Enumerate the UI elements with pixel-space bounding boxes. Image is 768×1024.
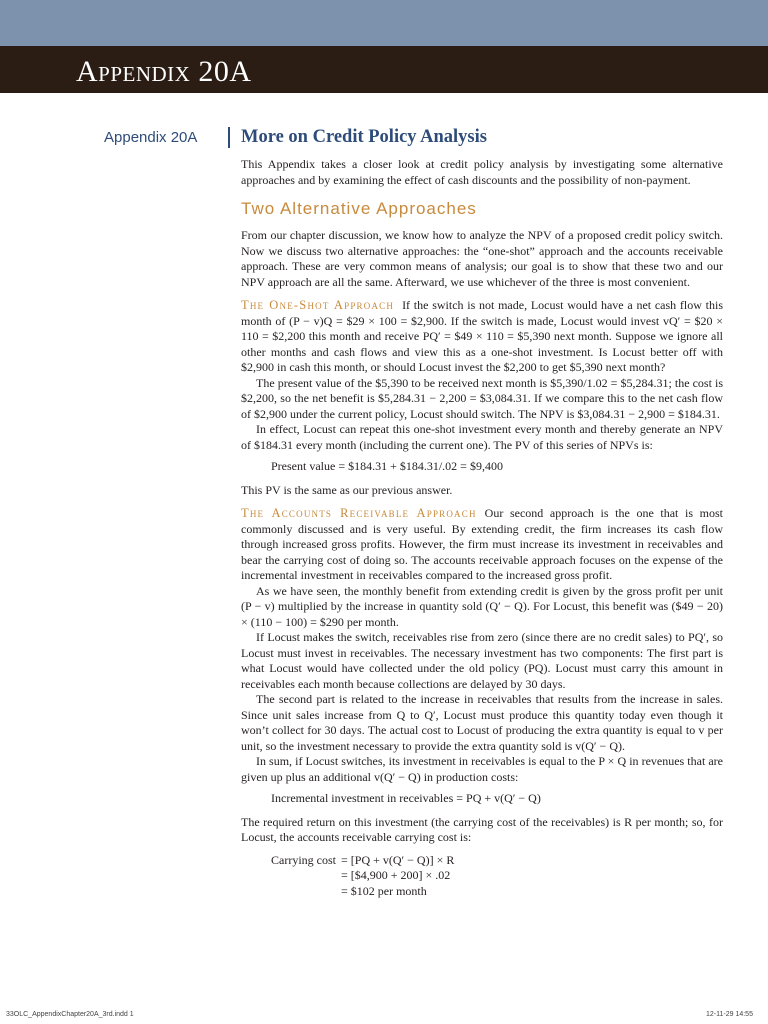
carrying-cost-label: Carrying cost xyxy=(271,852,336,867)
present-value-equation: Present value = $184.31 + $184.31/.02 = $9,400 xyxy=(271,459,503,473)
one-shot-paragraph-2: The present value of the $5,390 to be received next month is $5,390/1.02 = $5,284.31; the cost is $2,200, so the net benefit is $5,284.31 − 2,200 = $3,084.31. If we compare this to the net cash flow of $2,900 under the current policy, Locust should switch. The NPV is $3,084.31 − 2,900 = $184.31. xyxy=(241,375,723,421)
incremental-investment-equation: Incremental investment in receivables = PQ + v(Q′ − Q) xyxy=(271,791,541,805)
ar-paragraph-5: In sum, if Locust switches, its investment in receivables is equal to the P × Q in revenues that are given up plus an additional v(Q′ − Q) in production costs: xyxy=(241,754,723,784)
one-shot-paragraph-4: This PV is the same as our previous answer. xyxy=(241,482,453,497)
carrying-cost-line-2: = [$4,900 + 200] × .02 xyxy=(341,868,451,882)
main-title: More on Credit Policy Analysis xyxy=(241,127,487,147)
one-shot-heading: The One-Shot Approach xyxy=(241,298,395,312)
appendix-title: Appendix 20A xyxy=(76,55,252,88)
footer-filename: 33OLC_AppendixChapter20A_3rd.indd 1 xyxy=(6,1011,134,1018)
ar-heading: The Accounts Receivable Approach xyxy=(241,506,477,520)
section-heading: Two Alternative Approaches xyxy=(241,199,477,218)
ar-paragraph-2: As we have seen, the monthly benefit from extending credit is given by the gross profit per unit (P − v) multiplied by the increase in quantity sold (Q′ − Q). For Locust, this benefit was ($49 − 20) × (110 − 100) = $290 per month. xyxy=(241,583,723,629)
header-top-band xyxy=(0,0,768,46)
footer-timestamp: 12-11-29 14:55 xyxy=(706,1011,753,1018)
ar-paragraph-3: If Locust makes the switch, receivables rise from zero (since there are no credit sales) to PQ′, so Locust must invest in receivables. The necessary investment has two components: The first part is what Locust would have collected under the old policy (PQ). Locust must carry this amount in receivables each month because collections are delayed by 30 days. xyxy=(241,630,723,691)
ar-paragraph-1 xyxy=(241,506,723,584)
ar-paragraph-6: The required return on this investment (the carrying cost of the receivables) is R per month; so, for Locust, the accounts receivable carrying cost is: xyxy=(241,814,723,844)
one-shot-paragraph-1 xyxy=(241,298,723,376)
side-divider xyxy=(228,127,230,148)
one-shot-text-1: If the switch is not made, Locust would have a net cash flow this month of (P − v)Q = $29 × 100 = $2,900. If the switch is made, Locust would invest vQ′ = $20 × 110 = $2,200 this month and receive PQ′ = $49 × 110 = $5,390 next month. Suppose we ignore all other months and cash flows and view this as a one-shot investment. Is Locust better off with $2,900 in cash this month, or should Locust invest the $2,200 to get $5,390 next month? xyxy=(241,298,723,374)
carrying-cost-equation xyxy=(241,853,723,900)
ar-text-1: Our second approach is the one that is most commonly discussed and is very useful. By extending credit, the firm increases its cash flow through increased gross profits. However, the firm must increase its investment in receivables and bear the carrying cost of doing so. The accounts receivable approach focuses on the expense of the incremental investment in receivables compared to the increased gross profit. xyxy=(241,506,723,582)
side-label: Appendix 20A xyxy=(104,129,198,146)
content-body xyxy=(241,157,723,899)
carrying-cost-line-1: = [PQ + v(Q′ − Q)] × R xyxy=(341,852,455,867)
intro-paragraph: This Appendix takes a closer look at credit policy analysis by investigating some alternative approaches and by examining the effect of cash discounts and the possibility of non-payment. xyxy=(241,157,723,187)
section-intro-paragraph: From our chapter discussion, we know how to analyze the NPV of a proposed credit policy switch. Now we discuss two alternative approaches: the “one-shot” approach and the accounts receivable approach. These are very common means of analysis; our goal is to show that these two and our NPV approach are all the same. Afterward, we use whichever of the three is most convenient. xyxy=(241,228,723,289)
ar-paragraph-4: The second part is related to the increase in receivables that results from the increase in sales. Since unit sales increase from Q to Q′, Locust must produce this quantity today even though it won’t collect for 30 days. The actual cost to Locust of producing the extra quantity is equal to v per unit, so the investment necessary to provide the extra quantity sold is v(Q′ − Q). xyxy=(241,692,723,753)
one-shot-paragraph-3: In effect, Locust can repeat this one-shot investment every month and thereby generate an NPV of $184.31 every month (including the current one). The PV of this series of NPVs is: xyxy=(241,422,723,452)
carrying-cost-line-3: = $102 per month xyxy=(341,883,427,898)
